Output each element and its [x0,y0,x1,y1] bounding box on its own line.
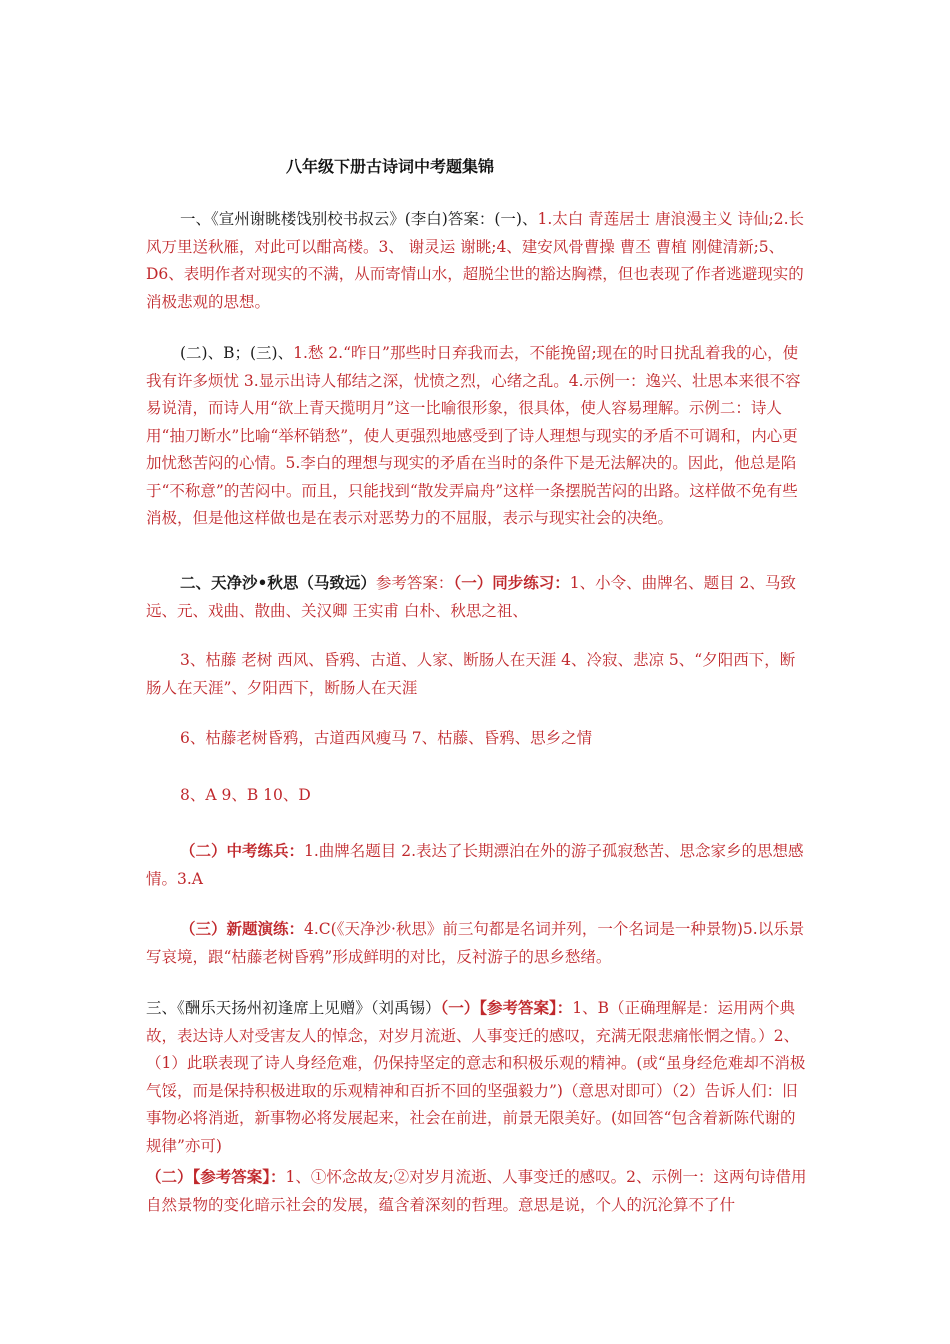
answer-paragraph-1 [146,206,810,316]
paragraph-body: 1.太白 青莲居士 唐浪漫主义 诗仙;2.长风万里送秋雁，对此可以酣高楼。3、 谢灵运 谢眺;4、建安风骨曹操 曹丕 曹植 刚健清新;5、D6、表明作者对现实的不满，从而寄情山水，超脱尘世的豁达胸襟，但也表现了作者逃避现实的消极悲观的思想。 [146,210,805,311]
paragraph-prefix: (二)、B；(三)、 [180,344,294,362]
paragraph-body: 1、小令、曲牌名、题目 2、马致远、元、戏曲、散曲、关汉卿 王实甫 白朴、秋思之祖、 [146,574,796,620]
subsection-label: （三）新题演练： [180,919,305,938]
answer-paragraph-7 [146,837,810,893]
paragraph-prefix: 一、《宣州谢眺楼饯别校书叔云》(李白)答案：(一)、 [180,210,538,228]
answer-paragraph-10 [146,1163,810,1219]
section-heading: 三、《酬乐天扬州初逢席上见赠》（刘禹锡） [146,999,441,1017]
paragraph-body: 1.愁 2.“昨日”那些时日弃我而去，不能挽留;现在的时日扰乱着我的心，使我有许多烦忧 3.显示出诗人郁结之深，忧愤之烈，心绪之乱。4.示例一：逸兴、壮思本来很不容易说清，而诗人用“欲上青天揽明月”这一比喻很形象，很具体，使人容易理解。示例二：诗人用“抽刀断水”比喻“举杯销愁”，使人更强烈地感受到了诗人理想与现实的矛盾不可调和，内心更加忧愁苦闷的心情。5.李白的理想与现实的矛盾在当时的条件下是无法解决的。因此，他总是陷于“不称意”的苦闷中。而且，只能找到“散发弄扁舟”这样一条摆脱苦闷的出路。这样做不免有些消极，但是他这样做也是在表示对恶势力的不屈服，表示与现实社会的决绝。 [146,344,801,527]
page-title: 八年级下册古诗词中考题集锦 [286,157,495,176]
answer-paragraph-4: 3、枯藤 老树 西风、昏鸦、古道、人家、断肠人在天涯 4、冷寂、悲凉 5、“夕阳西下，断肠人在天涯”、夕阳西下，断肠人在天涯 [146,651,796,697]
paragraph-label: 参考答案： [375,574,454,592]
answer-paragraph-5: 6、枯藤老树昏鸦，古道西风瘦马 7、枯藤、昏鸦、思乡之情 [180,729,593,747]
answer-paragraph-3 [146,569,810,625]
answer-paragraph-8 [146,915,810,971]
subsection-label: （一）同步练习： [453,573,570,592]
subsection-label: （一）【参考答案】： [440,998,573,1017]
paragraph-body: 4.C(《天净沙·秋思》前三句都是名词并列，一个名词是一种景物)5.以乐景写哀境，跟“枯藤老树昏鸦”形成鲜明的对比，反衬游子的思乡愁绪。 [146,920,805,966]
paragraph-body: 1、B（正确理解是：运用两个典故，表达诗人对受害友人的悼念，对岁月流逝、人事变迁的感叹，充满无限悲痛怅惘之情。）2、（1）此联表现了诗人身经危难，仍保持坚定的意志和积极乐观的精神。(或“虽身经危难却不消极气馁，而是保持积极进取的乐观精神和百折不回的坚强毅力”)（意思对即可）（2）告诉人们：旧事物必将消逝，新事物必将发展起来，社会在前进，前景无限美好。(如回答“包含着新陈代谢的规律”亦可) [146,999,806,1155]
answer-paragraph-9 [146,994,810,1160]
paragraph-body: 1、①怀念故友;②对岁月流逝、人事变迁的感叹。2、示例一：这两句诗借用自然景物的变化暗示社会的发展，蕴含着深刻的哲理。意思是说，个人的沉沦算不了什 [146,1168,807,1214]
subsection-label: （二）中考练兵： [180,841,305,860]
answer-paragraph-6: 8、A 9、B 10、D [180,786,311,804]
answer-paragraph-2 [146,340,810,533]
subsection-label: （二）【参考答案】： [146,1167,286,1186]
paragraph-body: 1.曲牌名题目 2.表达了长期漂泊在外的游子孤寂愁苦、思念家乡的思想感情。3.A [146,842,804,888]
section-heading: 二、天净沙•秋思（马致远） [180,573,376,592]
